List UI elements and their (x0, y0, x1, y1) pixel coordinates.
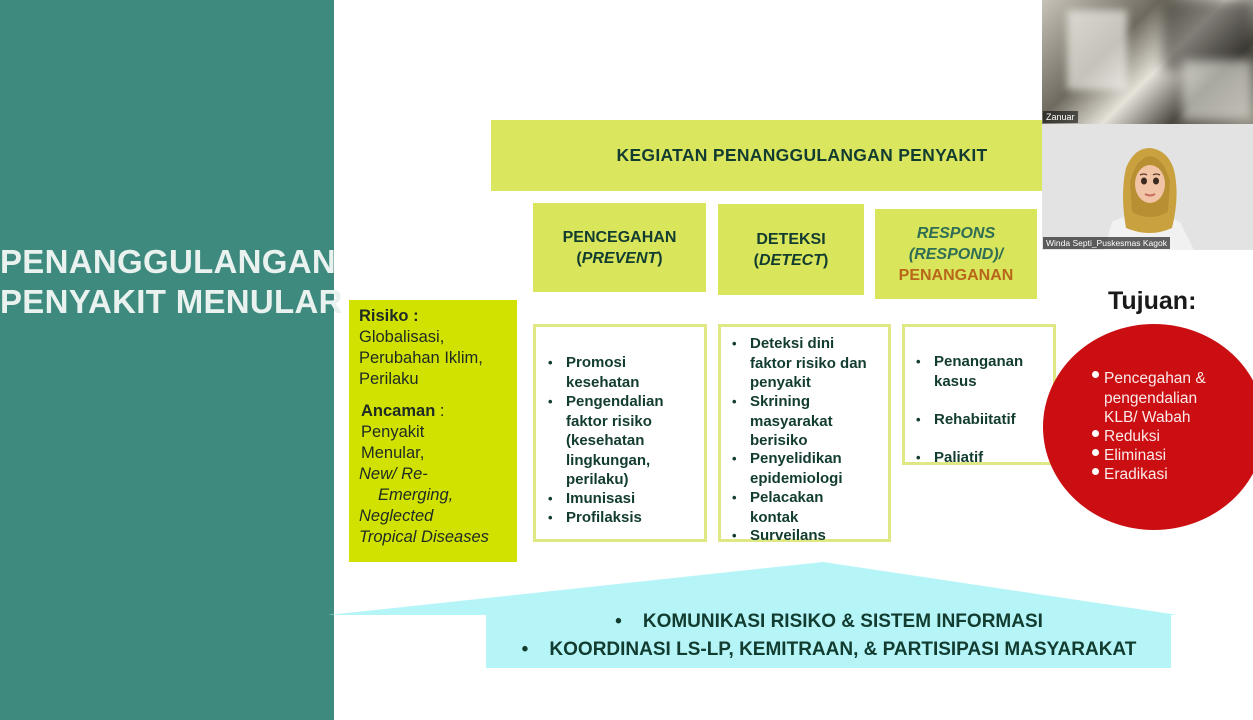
category-respond (875, 209, 1037, 299)
slide-left-panel (0, 0, 343, 720)
risk-line: Globalisasi, (359, 328, 445, 346)
category-detect (718, 204, 864, 295)
participant-name-label: Zanuar (1043, 111, 1078, 123)
threat-line: New/ Re- (359, 465, 428, 483)
category-respond-line-2: (RESPOND)/ (908, 245, 1004, 263)
goal-ellipse (1043, 324, 1253, 530)
list-item: • Pelacakan kontak (750, 488, 823, 527)
goal-item: Eradikasi (1104, 466, 1168, 483)
participant-video-tile[interactable] (1042, 124, 1253, 250)
bottom-statement: • KOORDINASI LS-LP, KEMITRAAN, & PARTISIPASI MASYARAKAT (521, 639, 1137, 660)
bullet-dot-icon (1092, 430, 1099, 437)
category-prevent-subtitle: (PREVENT) (576, 249, 663, 267)
list-item: • Paliatif (934, 448, 983, 468)
participant-video-tile[interactable] (1042, 0, 1253, 124)
risk-threat-box (349, 300, 517, 562)
bullet-dot-icon (1092, 468, 1099, 475)
list-item: • Promosi kesehatan (566, 353, 639, 392)
bottom-statements (485, 608, 1173, 664)
bullet-dot-icon (1092, 371, 1099, 378)
threat-line: Emerging, (378, 486, 454, 504)
category-detect-title: DETEKSI (756, 230, 826, 248)
goal-item: Eliminasi (1104, 447, 1167, 464)
participant-name-label: Winda Septi_Puskesmas Kagok (1043, 237, 1170, 249)
goal-item: Reduksi (1104, 428, 1160, 445)
list-item: • Rehabiitatif (934, 410, 1016, 430)
risk-heading: Risiko : (359, 307, 419, 325)
slide-title (0, 242, 343, 322)
category-prevent (533, 203, 706, 292)
list-item: • Skrining masyarakat berisiko (750, 392, 833, 451)
risk-line: Perubahan Iklim, (359, 349, 483, 367)
list-item: • Surveilans (750, 526, 826, 546)
detect-list-box (718, 324, 891, 542)
avatar-icon (1042, 124, 1253, 250)
risk-line: Perilaku (359, 370, 419, 388)
list-item: • Imunisasi (566, 489, 635, 509)
category-detect-subtitle: (DETECT) (753, 251, 829, 269)
category-respond-line-1: RESPONS (916, 224, 996, 242)
category-respond-line-3: PENANGANAN (898, 266, 1014, 284)
list-item: • Penanganan kasus (934, 352, 1023, 391)
threat-heading: Ancaman : (361, 402, 445, 420)
prevent-list-box (533, 324, 707, 542)
bullet-dot-icon (1092, 449, 1099, 456)
bottom-statement: • KOMUNIKASI RISIKO & SISTEM INFORMASI (615, 611, 1043, 632)
list-item: • Penyelidikan epidemiologi (750, 449, 843, 488)
slide-title-line-1: PENANGGULANGAN (0, 243, 337, 280)
list-item: • Profilaksis (566, 508, 642, 528)
respond-list-box (902, 324, 1056, 465)
goal-item: Pencegahan & pengendalian KLB/ Wabah (1104, 370, 1206, 426)
goal-title: Tujuan: (1108, 287, 1197, 315)
slide-title-line-2: PENYAKIT MENULAR (0, 283, 343, 320)
threat-line: Menular, (361, 444, 425, 462)
list-item: • Deteksi dini faktor risiko dan penyakit (750, 334, 867, 393)
list-item: • Pengendalian faktor risiko (kesehatan lingkungan, perilaku) (566, 392, 664, 490)
category-prevent-title: PENCEGAHAN (562, 228, 677, 246)
header-title: KEGIATAN PENANGGULANGAN PENYAKIT (616, 145, 988, 165)
threat-line: Tropical Diseases (359, 528, 489, 546)
threat-line: Penyakit (361, 423, 425, 441)
threat-line: Neglected (359, 507, 434, 525)
